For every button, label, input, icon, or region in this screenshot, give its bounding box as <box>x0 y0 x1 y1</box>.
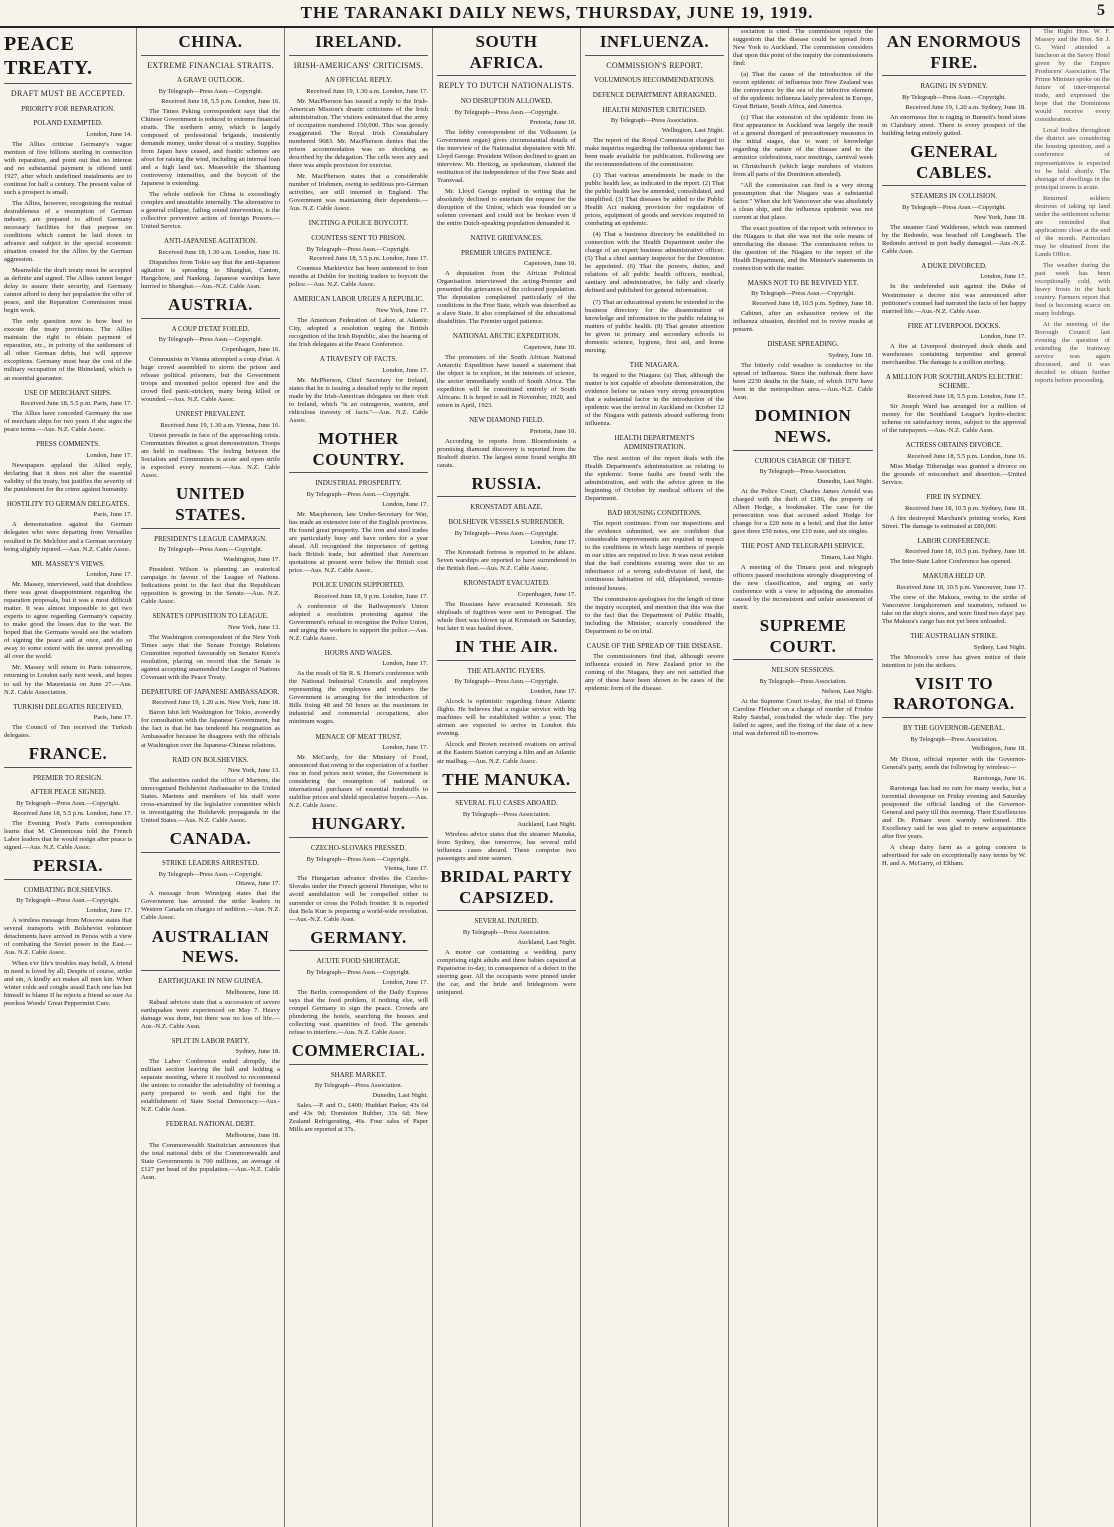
subhead: NATIVE GRIEVANCES. <box>470 233 543 242</box>
subhead: SENATE'S OPPOSITION TO LEAGUE. <box>152 612 269 621</box>
headline-commercial: COMMERCIAL. <box>289 1041 428 1065</box>
dateline: Capetown, June 10. <box>523 343 576 351</box>
subhead: DISEASE SPREADING. <box>767 340 839 349</box>
subhead: POLAND EXEMPTED. <box>33 119 103 128</box>
headline-south-africa: SOUTH AFRICA. <box>437 32 576 76</box>
dateline: Paris, June 17. <box>93 714 132 722</box>
subhead: DRAFT MUST BE ACCEPTED. <box>10 88 126 98</box>
paragraph: A fire destroyed Marchant's printing works, Kent Street. The damage is estimated at £80,000. <box>882 514 1026 530</box>
subhead: KRONSTADT EVACUATED. <box>463 579 550 588</box>
dateline: Washington, June 17. <box>223 555 280 563</box>
paragraph: At the meeting of the Borough Council last evening the question of extending the tramway service was again discussed, and it was decided to obtain further reports before proceeding. <box>1035 321 1110 385</box>
column-4 <box>433 28 581 1527</box>
headline-canada: CANADA. <box>141 829 280 853</box>
headline-mother-country: MOTHER COUNTRY. <box>289 429 428 473</box>
dateline: Received June 19, 1.20 a.m. Sydney, June 18. <box>905 103 1026 111</box>
subhead: SPLIT IN LABOR PARTY. <box>171 1036 250 1045</box>
paragraph: At the Supreme Court to-day, the trial of Emma Caroline Fletcher on a charge of murder of Frisbie Ruby Saisbal, concluded the whole day. The jury failed to agree, and the fixing of the date of a new trial was deferred till to-morrow. <box>733 697 873 737</box>
headline-visit-to-rarotonga: VISIT TO RAROTONGA. <box>882 674 1026 718</box>
subhead: EXTREME FINANCIAL STRAITS. <box>147 60 274 70</box>
paragraph: A motor car containing a wedding party comprising eight adults and three babies capsized at Papatoetoe to-day, in consequence of a defect in the steering gear. All the occupants were pinned under the car, and the bride and bridegroom were uninjured. <box>437 948 576 996</box>
subhead: PRIORITY FOR REPARATION. <box>21 104 115 113</box>
byline: By Telegraph—Press Association. <box>462 928 551 936</box>
paragraph: (1) That various amendments be made to the public health law, as indicated in the report. (2) That the public health law be amended, consolidated, and simplified. (3) That diseases be added to the Public Health Act making provision for regulation of prices, equipment of goods and services required in combating an epidemic. <box>585 172 724 228</box>
byline: By Telegraph—Press Association. <box>910 735 998 743</box>
dateline: Rarotonga, June 16. <box>973 774 1026 782</box>
subhead: STEAMERS IN COLLISION. <box>910 192 998 201</box>
subhead: HOURS AND WAGES. <box>324 648 393 657</box>
headline-germany: GERMANY. <box>289 928 428 952</box>
dateline: Sydney, Last Night. <box>973 643 1026 651</box>
headline-supreme-court: SUPREME COURT. <box>733 616 873 660</box>
subhead: INDUSTRIAL PROSPERITY. <box>315 479 402 488</box>
subhead: PRESIDENT'S LEAGUE CAMPAIGN. <box>154 534 267 543</box>
paragraph: Alcock is optimistic regarding future Atlantic flights. He believes that a regular service with big machines will be established within a year. The airmen are expected to arrive in London this evening. <box>437 698 576 738</box>
paragraph: sociation is cited. The commission rejects the suggestion that the disease could be spread from New York to Auckland. The commission considers that upon this point of the inquiry the commissioners find: <box>733 28 873 68</box>
byline: By Telegraph—Press Association. <box>314 1082 403 1090</box>
dateline: Auckland, Last Night. <box>517 820 576 828</box>
subhead: INCITING A POLICE BOYCOTT. <box>308 219 409 228</box>
subhead: ANTI-JAPANESE AGITATION. <box>164 237 257 246</box>
paragraph: Alcock and Brown received ovations on arrival at the Eastern Station carrying a film and an Atlantic air mailbag.—Aus. N.Z. Cable Assoc. <box>437 741 576 765</box>
subhead: PRESS COMMENTS. <box>36 440 100 449</box>
byline: By Telegraph—Press Assn.—Copyright. <box>158 870 263 878</box>
paragraph: The crew of the Makura, owing to the strike of Vancouver longshoremen and teamsters, refused to take on the ship's stores, and were fined two days' pay. The Makura's cargo has not yet been unloaded. <box>882 593 1026 625</box>
dateline: Received June 18, 9 p.m. London, June 17. <box>314 592 428 600</box>
dateline: Copenhagen, June 16. <box>221 346 280 354</box>
dateline: London, June 17. <box>86 451 132 459</box>
byline: By Telegraph—Press Association. <box>759 468 847 476</box>
subhead: BY THE GOVERNOR-GENERAL. <box>902 724 1006 733</box>
subhead: SEVERAL INJURED. <box>474 917 539 926</box>
subhead: USE OF MERCHANT SHIPS. <box>24 388 112 397</box>
dateline: Received June 18, 1.30 a.m. London, June 16. <box>158 248 280 256</box>
dateline: New York, June 13. <box>227 623 280 631</box>
paragraph: Sir Joseph Ward has arranged for a million of money for the Southland League's hydro-electric scheme on satisfactory terms, subject to the approval of the ratepayers.—Aus.-N.Z. Cable Assn. <box>882 403 1026 435</box>
subhead: KRONSTADT ABLAZE. <box>470 503 543 512</box>
paragraph: Countess Markievicz has been sentenced to four months at Dublin for inciting traders to boycott the police.—Aus. N.Z. Cable Assoc. <box>289 265 428 289</box>
subhead: COUNTESS SENT TO PRISON. <box>311 234 406 243</box>
dateline: Sydney, June 18. <box>235 1048 280 1056</box>
paragraph: Mr. McPherson, Chief Secretary for Ireland, states that he is issuing a detailed reply to the report made by the Irish-American delegates on their visit to Ireland, which "is an outrageous, wanton, and ridiculous travesty of facts."—Aus. N.Z. Cable Assoc. <box>289 376 428 424</box>
dateline: London, June 14. <box>86 130 132 138</box>
paragraph: Mr. Massey will return to Paris tomorrow, returning to London early next week, and hopes to sail by the Mauretania on June 27.—Aus. N.Z. Cable Association. <box>4 664 132 696</box>
dateline: Received June 18, 5.5 p.m. London, June 16. <box>161 97 280 105</box>
paragraph: (a) That the cause of the introduction of the recent epidemic of influenza into New Zealand was the conveyance by the sea of the infective element of the epidemic influenza lately prevalent in Europe, Great Britain, South Africa, and America. <box>733 71 873 111</box>
byline: By Telegraph—Press Assn.—Copyright. <box>751 290 855 298</box>
subhead: LABOR CONFERENCE. <box>917 536 991 545</box>
dateline: Received June 18, 5.5 p.m. London, June 16. <box>907 453 1026 460</box>
paragraph: A fire at Liverpool destroyed dock sheds and warehouses containing turpentine and general merchandise. The damage is a million sterling. <box>882 343 1026 367</box>
dateline: Received June 19, 1.20 a.m. New York, June 18. <box>151 699 280 707</box>
paragraph: The Allies have conceded Germany the use of merchant ships for two years if she signs the peace terms.—Aus. N.Z. Cable Assoc. <box>4 410 132 434</box>
dateline: Sydney, June 18. <box>828 351 873 359</box>
subhead: DEPARTURE OF JAPANESE AMBASSADOR. <box>141 687 280 696</box>
dateline: Received June 18, 5.5 p.m. Paris, June 17. <box>20 400 132 408</box>
dateline: Melbourne, June 18. <box>225 988 280 996</box>
byline: By Telegraph—Press Assn.—Copyright. <box>306 855 411 863</box>
subhead: CAUSE OF THE SPREAD OF THE DISEASE. <box>586 641 723 650</box>
byline: By Telegraph—Press Association. <box>610 117 699 125</box>
paragraph: As the result of Sir R. S. Horne's conference with the National Industrial Councils and employers representing the employees and workers the Government is arranging for the introduction of Bills fixing 48 and 50 hours as the maximum in industrial and commercial occupations, also minimum wages. <box>289 670 428 726</box>
paragraph: Baron Ishii left Washington for Tokio, avowedly for consultation with the Japanese Government, but the fact is that he has tendered his resignation as Ambassador because he disagrees with the officials at Washington over the Japanese-Chinese relations. <box>141 709 280 749</box>
paragraph: (c) That the extension of the epidemic from its first appearance in Auckland was largely the result of a general disregard of precautionary measures in the initial stages, due to want of knowledge regarding the nature of the disease and to the armistice celebrations, race meetings, carnival week in Christchurch (which large numbers of visitors from all parts of the Dominion attended). <box>733 114 873 178</box>
subhead: A DUKE DIVORCED. <box>921 261 987 270</box>
paragraph: Dispatches from Tokio say that the anti-Japanese agitation is spreading to Shanghai, Canton, Hangchow, and Nanking. Japanese warships have hurried to Shanghai.—Aus.-N.Z. Cable Assn. <box>141 258 280 290</box>
subhead: THE ATLANTIC FLYERS. <box>467 666 546 675</box>
subhead: AFTER PEACE SIGNED. <box>30 788 106 797</box>
subhead: BOLSHEVIK VESSELS SURRENDER. <box>448 518 565 527</box>
byline: By Telegraph—Press Association. <box>759 677 847 685</box>
headline-the-manuka: THE MANUKA. <box>437 770 576 794</box>
headline-bridal-party: BRIDAL PARTY CAPSIZED. <box>437 867 576 911</box>
paragraph: Sales.—P. and O., £400; Huddart Parker, 43s 6d and 43s 9d; Dominion Rubber, 33s 6d; New Zealand Refrigerating, 46s. Four sales of Paper Mills are reported at 37s. <box>289 1102 428 1134</box>
byline: By Telegraph—Press Assn.—Copyright. <box>158 336 263 344</box>
headline-china: CHINA. <box>141 32 280 56</box>
column-6 <box>729 28 878 1527</box>
paragraph: The report of the Royal Commission charged to make inquiries regarding the influenza epidemic has been made available for publication. Following are the recommendations of the commission: <box>585 136 724 169</box>
paragraph: The Inter-State Labor Conference has opened. <box>890 558 1012 566</box>
paragraph: Mr. Massey, interviewed, said that doubtless there was great disappointment regarding the reparation proposals, but it was a most difficult matter. It was almost impossible to get two experts to agree regarding Germany's capacity to make good the losses due to the war. He hoped that the Germans would see the wisdom of signing the peace and at once, and do so away to some extent with the unrest prevailing all over the world. <box>4 581 132 661</box>
headline-hungary: HUNGARY. <box>289 814 428 838</box>
subhead: MAKURA HELD UP. <box>922 572 986 581</box>
paragraph: The promoters of the South African National Antarctic Expedition have issued a statement that the object is to explore, in the interests of science, the sector immediately south of South Africa. The expedition will be constituted entirely of South Africans. It is hoped to sail in November, 1920, and return in April, 1923. <box>437 353 576 410</box>
paragraph: A deputation from the African Political Organisation interviewed the acting-Premier and presented the grievances of the coloured population. The deputation complained particularly of the conditions in the Free State, which was described as a slave State. It also complained of the educational disabilities. The Premier urged patience. <box>437 270 576 326</box>
subhead: FEDERAL NATIONAL DEBT. <box>165 1120 256 1129</box>
headline-russia: RUSSIA. <box>437 474 576 498</box>
byline: By Telegraph—Press Assn.—Copyright. <box>902 203 1006 211</box>
paragraph: Mr. MacPherson has issued a reply to the Irish-American Mission's drastic criticisms of the Irish administration. The visitors estimated that the army of occupation numbered 150,000. This was grossly exaggerated. The Royal Irish Constabulary numbered 9683. Mr. MacPherson denies that the prison accommodation was so shocking as described by the delegation. The cells were airy and there was ample provision for exercise. <box>289 98 428 170</box>
dateline: Nelson, Last Night. <box>821 687 873 695</box>
paragraph: The Allies, however, recognising the mutual desirableness of a resumption of German industry, are prepared to afford Germany necessary facilities for that purpose on conditions which cannot be laid down in advance and subject to the special economic situation created for the Allies by the German aggression. <box>4 199 132 264</box>
dateline: Melbourne, June 18. <box>225 1131 280 1139</box>
dateline: Received June 18, 5.5 p.m. London, June 17. <box>309 255 428 263</box>
dateline: New York, June 17. <box>375 307 428 315</box>
dateline: Wellington, June 18. <box>971 745 1026 753</box>
subhead: TURKISH DELEGATES RECEIVED. <box>13 702 123 711</box>
advertisement-verse: When e'er life's troubles may befall, A friend in need is loved by all; Despite of course, strike and sin, A kindly act makes all men kin. When winter colds and coughs assail Each one has but himself to blame If he rejects a friend so sure As peerless Woods' Great Peppermint Cure. <box>4 960 132 1008</box>
subhead: FIRE AT LIVERPOOL DOCKS. <box>907 321 1001 330</box>
paragraph: The Allies criticise Germany's vague mention of five billions sterling in connection with reparation, and point out that no interest and no substantial payment is offered until 1927, after which undefined instalments are to continue for half a century. The present value of such a prospect is small. <box>4 140 132 196</box>
masthead <box>0 0 1114 28</box>
paragraph: A wireless message from Moscow states that several transports with Bolshevist volunteer detachments have arrived in Persia with a view of combating the Soviet power in the East.—Aus. N.Z. Cable Assoc. <box>4 917 132 957</box>
dateline: Pretoria, June 10. <box>529 118 576 126</box>
dateline: Copenhagen, June 17. <box>517 591 576 599</box>
dateline: London, June 17. <box>980 273 1026 281</box>
dateline: New York, June 18. <box>973 213 1026 221</box>
paragraph: Local bodies throughout the district are considering the housing question, and a conference of representatives is expected to be held shortly. The shortage of dwellings in the principal towns is acute. <box>1035 127 1110 191</box>
paragraph: The next section of the report deals with the Health Department's administration as relating to the epidemic. Some faults are found with the administration, and with the advice given in the beginning of October by medical officers of the Department. <box>585 454 724 502</box>
dateline: London, June 17. <box>86 571 132 579</box>
paragraph: Unrest prevails in face of the approaching crisis. Communists threaten a great demonstration. Troops are held in readiness. The feeling between the Socialists and Communists is acute and open strife is expected every moment.—Aus. N.Z. Cable Assoc. <box>141 431 280 480</box>
dateline: Ottawa, June 17. <box>235 880 280 888</box>
paragraph: Mr. MacPherson states that a considerable number of Irishmen, owing to seditious pro-German activities, are still interned in England. The Government was maintaining their dependents.—Aus. N.Z. Cable Assoc. <box>289 173 428 213</box>
byline: By Telegraph—Press Assn.—Copyright. <box>158 88 263 96</box>
headline-dominion-news: DOMINION NEWS. <box>733 406 873 450</box>
headline-persia: PERSIA. <box>4 856 132 880</box>
paragraph: The American Federation of Labor, at Atlantic City, adopted a resolution urging the British recognition of the Irish Republic, also the hearing of the Irish delegates at the Peace Conference. <box>289 317 428 349</box>
paragraph: The steamer Graf Waldersee, which was rammed by the Redondo, was beached off Longbeach. The Redondo arrived in port badly damaged.—Aus.-N.Z. Cable Assn. <box>882 223 1026 255</box>
dateline: Received June 18, 10.5 p.m. Vancouver, June 17. <box>896 583 1026 591</box>
paragraph: Miss Madge Titheradge was granted a divorce on the grounds of misconduct and desertion.—United Service. <box>882 463 1026 487</box>
paragraph: The Labor Conference ended abruptly, the militant section leaving the hall and holding a separate meeting, where it resolved to recommend the unions to consider the advisability of forming a party prepared to work and fight for the establishment of State Social Democracy.—Aus.-N.Z. Cable Assn. <box>141 1058 280 1114</box>
column-1 <box>0 28 137 1527</box>
subhead: PREMIER TO RESIGN. <box>33 773 103 782</box>
paragraph: The commission apologises for the length of time the inquiry occupied, and mention that this was due to the fact that the Department of Public Health, including the Minister, scarcely considered the Department to be on trial. <box>585 595 724 635</box>
byline: By Telegraph—Press Assn.—Copyright. <box>306 245 411 253</box>
dateline: Pretoria, June 10. <box>529 427 576 435</box>
subhead: A GRAVE OUTLOOK. <box>177 76 244 85</box>
headline-ireland: IRELAND. <box>289 32 428 56</box>
headline-austria: AUSTRIA. <box>141 295 280 319</box>
newspaper-title: THE TARANAKI DAILY NEWS, THURSDAY, JUNE 19, 1919. <box>300 3 814 22</box>
paragraph: A demonstration against the German delegates who were departing from Versailles resulted in Dr. Melchior and a German secretary being slightly injured.—Aus. N.Z. Cable Assoc. <box>4 521 132 553</box>
paragraph: The Berlin correspondent of the Daily Express says that the food problem, if nothing else, will compel Germany to sign the peace. Crowds are plundering the hotels, searching the houses and collecting vast quantities of food. The generals refuse to interfere.—Aus. N.Z. Cable Assoc. <box>289 988 428 1036</box>
dateline: New York, June 13. <box>227 767 280 775</box>
dateline: Received June 18, 10.5 p.m. Sydney, June 18. <box>905 548 1026 556</box>
paragraph: The Times Peking correspondent says that the Chinese Government is reduced to extreme financial straits. The northern army, which is largely composed of professional brigands, insistently demands money, under threat of a mutiny. Supplies from Japan have ceased, and frantic schemes are afoot for raising the wind, including an internal loan and a high land tax. Meanwhile the Shantung controversy intensifies, and the boycott of the Japanese is extending. <box>141 107 280 188</box>
headline-enormous-fire: AN ENORMOUS FIRE. <box>882 32 1026 76</box>
dateline: Received June 19, 1.30 a.m. London, June 17. <box>306 88 428 96</box>
dateline: Capetown, June 10. <box>523 260 576 268</box>
dateline: Received June 19, 1.30 a.m. Vienna, June 16. <box>160 421 280 429</box>
paragraph: The lobby correspondent of the Volksstem (a Government organ) gives circumstantial details of the interview of the Nationalist deputation with Mr. Lloyd George. President Wilson declined to grant an interview. Mr. Hertzog, as spokesman, claimed the restitution of the independence of the Free State and Transvaal. <box>437 128 576 184</box>
paragraph: The Commonwealth Statistician announces that the total national debt of the Commonwealth and State Governments is 700 millions, an average of £127 per head of the population.—Aus.-N.Z. Cable Assn. <box>141 1142 280 1182</box>
dateline: Vienna, June 17. <box>384 865 428 873</box>
byline: By Telegraph—Press Association. <box>462 810 551 818</box>
dateline: London, June 17. <box>382 660 428 668</box>
byline: By Telegraph—Press Assn.—Copyright. <box>306 968 411 976</box>
paragraph: An enormous fire is raging in Burnett's bond store in Claisbury street. There is every prospect of the building being entirely gutted. <box>882 113 1026 137</box>
subhead: NATIONAL ARCTIC EXPEDITION. <box>452 332 561 341</box>
paragraph: At the Police Court, Charles James Arnold was charged with the theft of £186, the property of Albert Hodge, a bookmaker. The case for the prosecution was that accused asked Hodge for change for a £20 note in a hotel, and that the latter gave three £50 notes, one £10 note, and six singles. <box>733 487 873 536</box>
column-2 <box>137 28 285 1527</box>
paragraph: A meeting of the Timaru post and telegraph officers passed resolutions strongly disapproving of the new classification, and urging an early conference with a view to adjusting the anomalies caused by the inconsistent and unfair assessment of merit. <box>733 563 873 611</box>
subhead: COMBATING BOLSHEVIKS. <box>23 885 113 894</box>
subhead: HOSTILITY TO GERMAN DELEGATES. <box>6 499 130 508</box>
subhead: DEFENCE DEPARTMENT ARRAIGNED. <box>592 91 717 100</box>
subhead: ACTRESS OBTAINS DIVORCE. <box>905 441 1003 450</box>
dateline: Auckland, Last Night. <box>517 938 576 946</box>
subhead: VOLUMINOUS RECOMMENDATIONS. <box>594 76 715 85</box>
paragraph: The Right Hon. W. F. Massey and the Hon. Sir J. G. Ward attended a luncheon at the Savoy Hotel given by the Empire Producers' Association. The Prime Minister spoke on the future of inter-imperial trade, and expressed the hope that the Dominions would receive every consideration. <box>1035 28 1110 124</box>
subhead: UNREST PREVALENT. <box>175 410 246 419</box>
paragraph: Rarotonga has had no rain for many weeks, but a torrential downpour on Friday evening and Saturday postponed the official landing of the Governor-General and party till this morning. Their Excellencies and Dr. Pomare were warmly welcomed. His Excellency said he was glad to renew acquaintance after five years. <box>882 784 1026 840</box>
headline-in-the-air: IN THE AIR. <box>437 637 576 661</box>
dateline: Dunedin, Last Night. <box>372 1091 428 1099</box>
paragraph: The Hungarian advance divides the Czecho-Slovaks under the French general Hennique, who to avoid annihilation will be compelled either to surrender or cross the Polish frontier. It is reported that Bela Kun is preparing a world-wide revolution.—Aus.-N.Z. Cable Assn. <box>289 875 428 923</box>
paragraph: The whole outlook for China is exceedingly complex and unsuitable internally. The alternative to a general collapse, failing sound intervention, is the collective preventive action of foreign Powers.—United Service. <box>141 191 280 231</box>
paragraph: In the undefended suit against the Duke of Westminster a decree nisi was announced after petitioner's counsel had narrated the facts of her happy married life.—Aus.-N.Z. Cable Assn. <box>882 283 1026 315</box>
paragraph: The weather during the past week has been exceptionally cold, with heavy frosts in the back country. Farmers report that feed is becoming scarce on many holdings. <box>1035 261 1110 318</box>
column-5 <box>581 28 729 1527</box>
subhead: REPLY TO DUTCH NATIONALISTS. <box>438 81 575 91</box>
dateline: London, June 17. <box>980 333 1026 341</box>
subhead: EARTHQUAKE IN NEW GUINEA. <box>158 976 263 985</box>
subhead: POLICE UNION SUPPORTED. <box>312 581 405 590</box>
subhead: ACUTE FOOD SHORTAGE. <box>316 957 401 966</box>
column-7 <box>878 28 1031 1527</box>
headline-peace-treaty: PEACE TREATY. <box>4 32 132 84</box>
paragraph: President Wilson is planning an oratorical campaign in favour of the League of Nations. Indications point to the fact that the Republican opposition is growing in the Senate.—Aus. N.Z. Cable Assoc. <box>141 565 280 606</box>
paragraph: According to reports from Bloemfontein a promising diamond discovery is reported from the Boshoff district. The largest stone found weighs 80 carats. <box>437 437 576 469</box>
paragraph: The Kronstadt fortress is reported to be ablaze. Seven warships are reported to have surrendered to the British fleet.—Aus. N.Z. Cable Assoc. <box>437 549 576 573</box>
paragraph: Mr. McCurdy, for the Ministry of Food, announced that owing to the expectation of a further rise in food prices next winter, the Government is considering the resumption of national or international purchases of essential foodstuffs to stabilise prices and shield speculative buyers.—Aus. N.Z. Cable Assoc. <box>289 754 428 810</box>
subhead: NEW DIAMOND FIELD. <box>469 416 544 425</box>
dateline: Wellington, Last Night. <box>661 126 724 134</box>
column-3 <box>285 28 433 1527</box>
subhead: THE POST AND TELEGRAPH SERVICE. <box>741 542 865 551</box>
subhead: THE AUSTRALIAN STRIKE. <box>910 632 998 641</box>
columns <box>0 28 1114 1527</box>
paragraph: Mr. Lloyd George replied in writing that he absolutely declined to entertain the request for the disruption of the Union, which was founded on a solemn covenant and could not be broken even if the entire Dutch-speaking population demanded it. <box>437 187 576 227</box>
headline-united-states: UNITED STATES. <box>141 484 280 528</box>
headline-general-cables: GENERAL CABLES. <box>882 142 1026 186</box>
paragraph: "All the commission can find is a very strong presumption that the Niagara was a substantial factor." When she left Vancouver she was absolutely a clean ship, and the influenza epidemic was not current at that place. <box>733 181 873 221</box>
paragraph: Wireless advice states that the steamer Manuka, from Sydney, due tomorrow, has several mild influenza cases aboard. These comprise two passengers and nine seamen. <box>437 830 576 862</box>
dateline: Received June 18, 10.5 p.m. Sydney, June 18. <box>905 504 1026 512</box>
paragraph: Mr Dixon, official reporter with the Governor-General's party, sends the following by wireless:— <box>882 755 1026 771</box>
classified-advert: A cheap dairy farm as a going concern is advertised for sale on exceptionally easy terms by W. H. and A. McGarry, of Eltham. <box>882 843 1026 867</box>
subhead: PREMIER URGES PATIENCE. <box>461 248 552 257</box>
paragraph: The Evening Post's Paris correspondent learns that M. Clemenceau told the French Labor leaders that he would resign after peace is signed.—Aus. N.Z. Cable Assoc. <box>4 819 132 851</box>
dateline: London, June 17. <box>530 688 576 696</box>
dateline: Received June 18, 5.5 p.m. London, June 17. <box>907 393 1026 401</box>
byline: By Telegraph—Press Assn.—Copyright. <box>454 678 559 686</box>
paragraph: The Russians have evacuated Kronstadt. Six shiploads of fugitives were sent to Petrograd. The whole fleet was blown up at Kronstadt on Saturday, but later it was hauled down. <box>437 601 576 633</box>
paragraph: A conference of the Railwaymen's Union adopted a resolution protesting against the Government's refusal to recognise the Police Union, and urging the workers to support the police.—Aus. N.Z. Cable Assoc. <box>289 602 428 642</box>
subhead: RAID ON BOLSHEVIKS. <box>172 755 249 764</box>
subhead: COMMISSION'S REPORT. <box>606 60 703 70</box>
subhead: MENACE OF MEAT TRUST. <box>315 732 402 741</box>
paragraph: (4) That a business directory be established in connection with the Health Department under the charge of an expert business administrative officer. (5) That a chief sanitary inspector for the Dominion be appointed. (6) That the powers, duties, and relations of all public health officers, medical, sanitary and administrative, be fully and clearly defined and published for general information. <box>585 231 724 295</box>
byline: By Telegraph—Press Assn.—Copyright. <box>902 94 1006 101</box>
subhead: NO DISRUPTION ALLOWED. <box>460 97 553 106</box>
dateline: London, June 17. <box>382 500 428 508</box>
subhead: IRISH-AMERICANS' CRITICISMS. <box>293 60 424 70</box>
dateline: London, June 17. <box>86 907 132 915</box>
paragraph: Returned soldiers desirous of taking up land under the settlement scheme are reminded that applications close at the end of the month. Particulars may be obtained from the Lands Office. <box>1035 194 1110 258</box>
dateline: Paris, June 17. <box>93 511 132 519</box>
subhead: HEALTH MINISTER CRITICISED. <box>602 105 707 114</box>
paragraph: The commissioners find that, although severe influenza existed in New Zealand prior to the coming of the Niagara, they are not satisfied that any of these have been shown to be cases of the epidemic form of the disease. <box>585 653 724 693</box>
subhead: A TRAVESTY OF FACTS. <box>319 355 398 364</box>
byline: By Telegraph—Press Assn.—Copyright. <box>454 108 559 116</box>
headline-australian-news: AUSTRALIAN NEWS. <box>141 927 280 971</box>
byline: By Telegraph—Press Assn.—Copyright. <box>158 546 263 554</box>
subhead: CZECHO-SLOVAKS PRESSED. <box>310 844 407 853</box>
headline-france: FRANCE. <box>4 744 132 768</box>
subhead: BAD HOUSING CONDITIONS. <box>607 508 702 517</box>
paragraph: The report continues: From our inspections and the evidence submitted, we are confident that considerable improvements are required in respect to the conditions in which large numbers of people in our cities are required to live. It was most evident that the bad conditions existing were due to an inheritance of a wrong sub-division of land, the continuous habitation of old, dilapidated, vermin-infested houses. <box>585 520 724 592</box>
subhead: AN OFFICIAL REPLY. <box>324 76 393 85</box>
paragraph: The bitterly cold weather is conducive to the spread of influenza. Since the outbreak there have been 2230 deaths in the State, of which 1970 have been in the metropolitan area.—Aus.-N.Z. Cable Assn. <box>733 361 873 402</box>
paragraph: The only question now is how best to execute the treaty provisions. The Allies maintain the right to obtain payment of reparation, etc., in priority of the settlement of all other German debts, but will approve exceptions. Germany must bear the cost of the military occupation of the Rhineland, which is an essential guarantee. <box>4 318 132 382</box>
page-number: 5 <box>1097 2 1106 19</box>
paragraph: The authorities raided the office of Martens, the unrecognised Bolshevist Ambassador to the United States. Martens and members of his staff were cross-examined by the legislative committee which is investigating the Bolshevik propaganda in the United States.—Aus. N.Z. Cable Assoc. <box>141 777 280 825</box>
dateline: Dunedin, Last Night. <box>817 477 873 485</box>
byline: By Telegraph—Press Assn.—Copyright. <box>16 799 120 807</box>
subhead: A COUP D'ETAT FOILED. <box>171 324 250 333</box>
dateline: Timaru, Last Night. <box>820 553 873 561</box>
dateline: Received June 18, 10.5 p.m. Sydney, June 18. <box>752 300 873 308</box>
subhead: RAGING IN SYDNEY. <box>920 82 988 91</box>
subhead: AMERICAN LABOR URGES A REPUBLIC. <box>293 295 424 304</box>
paragraph: Mr. Macpherson, late Under-Secretary for War, has made an extensive tour of the English provinces. He found great prosperity. The iron and steel trades are particularly busy and have orders for a year ahead. All recognised the importance of getting back British trade, but admitted that American quotations at present were below the British cost price.—Aus. N.Z. Cable Assoc. <box>289 510 428 574</box>
headline-influenza: INFLUENZA. <box>585 32 724 56</box>
paragraph: Communists in Vienna attempted a coup d'etat. A huge crowd assembled to storm the prison and release political prisoners, but the Government troops and mounted police opened fire and the crowd fled panic-stricken, many being killed or wounded.—Aus. N.Z. Cable Assoc. <box>141 356 280 404</box>
paragraph: Rabaul advices state that a succession of severe earthquakes were experienced on May 7. Heavy damage was done, but there was no loss of life.—Aus.-N.Z. Cable Assn. <box>141 998 280 1030</box>
byline: By Telegraph—Press Assn.—Copyright. <box>16 897 120 905</box>
subhead: MASKS NOT TO BE REVIVED YET. <box>747 278 859 287</box>
paragraph: The Council of Ten received the Turkish delegates. <box>4 724 132 740</box>
paragraph: (7) That an educational system be extended to the business directory for the dissemination of knowledge and information to the public relating to matters of public health. (8) That greater attention be given in primary and secondary schools to domestic science, hygiene, first aid, and home nursing. <box>585 298 724 354</box>
subhead: SEVERAL FLU CASES ABOARD. <box>455 799 558 808</box>
paragraph: The Moorook's crew has given notice of their intention to join the strikers. <box>882 653 1026 669</box>
subhead: HEALTH DEPARTMENT'S ADMINISTRATION. <box>614 434 695 452</box>
subhead: THE NIAGARA. <box>629 360 680 369</box>
column-8 <box>1031 28 1114 1527</box>
byline: By Telegraph—Press Assn.—Copyright. <box>454 529 559 537</box>
dateline: London, June 17. <box>530 539 576 547</box>
subhead: CURIOUS CHARGE OF THEFT. <box>754 456 852 465</box>
subhead: NELSON SESSIONS. <box>771 666 835 675</box>
paragraph: Cabinet, after an exhaustive review of the influenza situation, decided not to revive masks at present. <box>733 310 873 334</box>
byline: By Telegraph—Press Assn.—Copyright. <box>306 490 411 498</box>
subhead: MR. MASSEY'S VIEWS. <box>31 559 105 568</box>
subhead: STRIKE LEADERS ARRESTED. <box>161 859 260 868</box>
subhead: A MILLION FOR SOUTHLAND'S ELECTRIC SCHEME. <box>885 373 1023 390</box>
paragraph: Meanwhile the draft treaty must be accepted as definite and signed. The Allies cannot longer delay to assure their security, and Germany cannot afford to deny her population the offer of peace, and the Reparation Commission must begin work. <box>4 267 132 315</box>
paragraph: The Washington correspondent of the New York Times says that the Senate Foreign Relations Committee reported favourably on Senator Knox's resolution, placing on record that the Senate is against accepting unamended the League of Nations Covenant with the Peace Treaty. <box>141 633 280 681</box>
subhead: FIRE IN SYDNEY. <box>926 493 982 502</box>
paragraph: A message from Winnipeg states that the Government has arrested the strike leaders in Western Canada on charges of sedition.—Aus. N.Z. Cable Assoc. <box>141 890 280 922</box>
paragraph: In regard to the Niagara: (a) That, although the matter is not capable of absolute demonstration, the evidence before us raises very strong presumption that a substantial factor in the introduction of the epidemic was the arrival in Auckland on October 12 of the Niagara with patients aboard suffering from influenza. <box>585 372 724 428</box>
paragraph: Newspapers applaud the Allied reply, declaring that it does not alter the essential validity of the treaty, but justifies the severity of the punishment for the crime against humanity. <box>4 461 132 493</box>
paragraph: The exact position of the report with reference to the Niagara is that she was not the sole means of introducing the disease. The commission refers to the question of the Niagara to the report of the Health Department, and the Minister's statements in connection with the matter. <box>733 224 873 272</box>
dateline: London, June 17. <box>382 978 428 986</box>
subhead: SHARE MARKET. <box>330 1070 387 1079</box>
dateline: Received June 18, 5.5 p.m. London, June 17. <box>13 809 132 817</box>
dateline: London, June 17. <box>382 744 428 752</box>
dateline: London, June 17. <box>382 366 428 374</box>
